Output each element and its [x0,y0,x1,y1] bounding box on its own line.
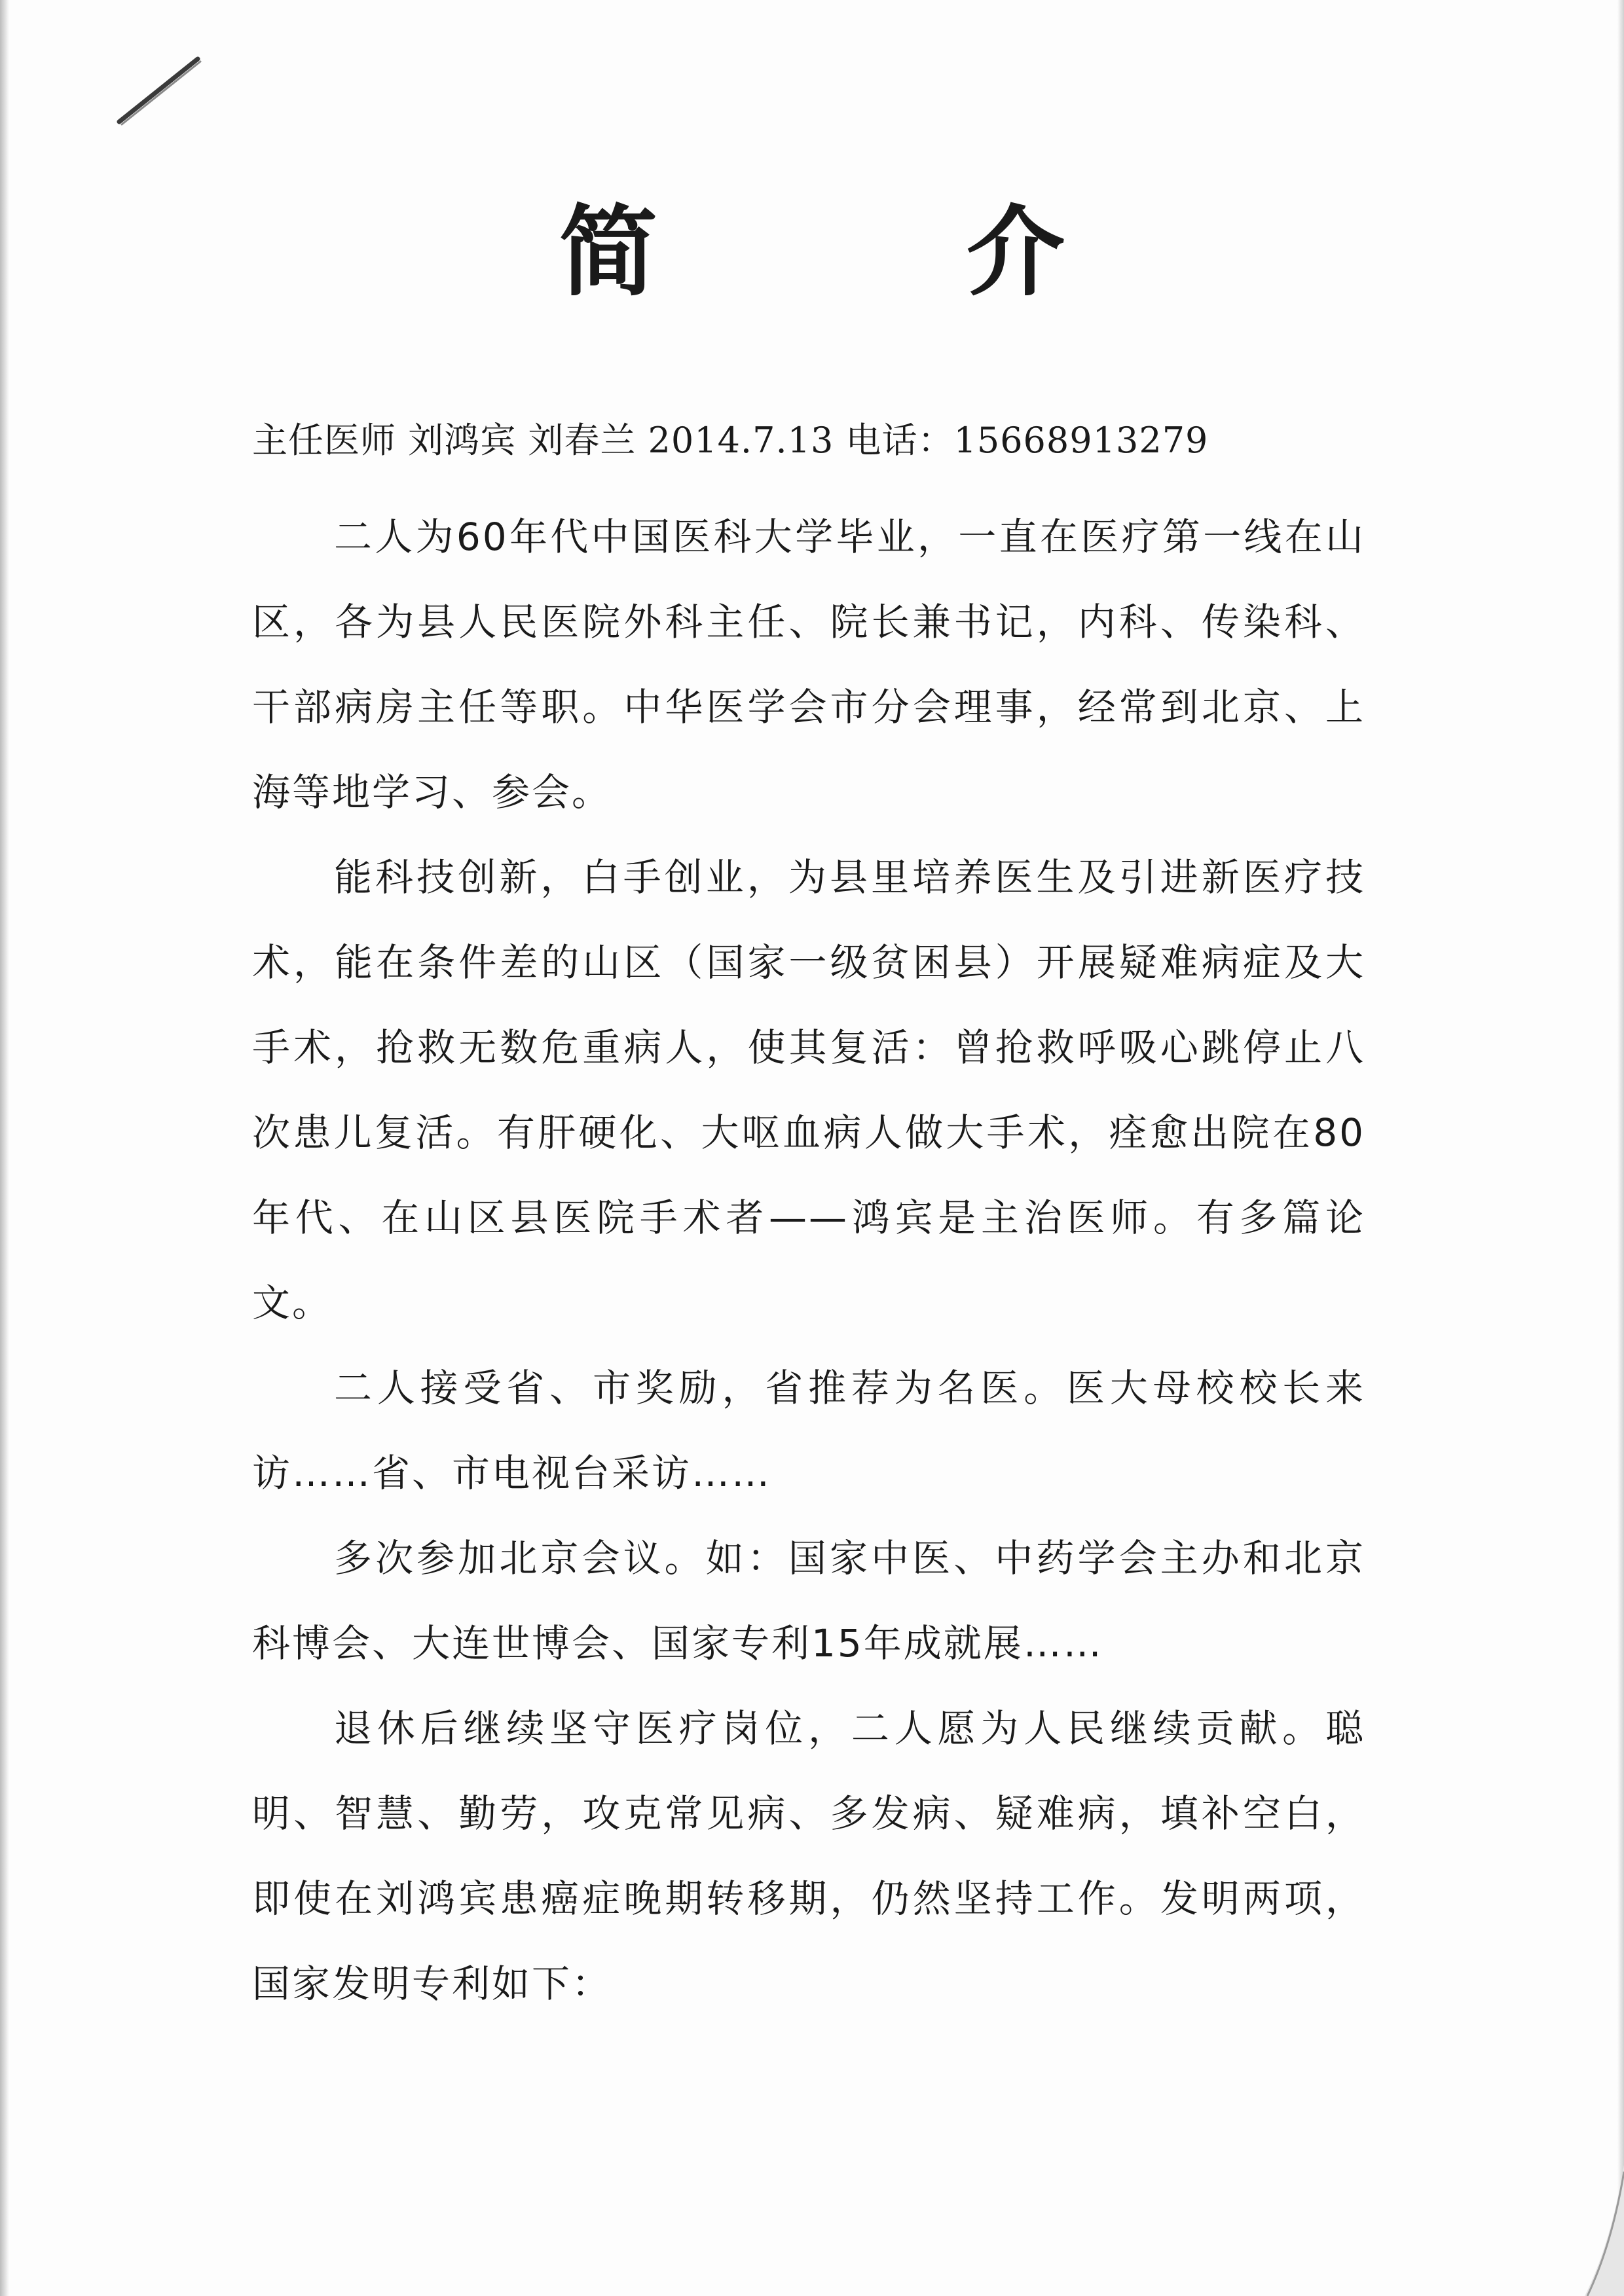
paragraph-conferences: 多次参加北京会议。如：国家中医、中药学会主办和北京科博会、大连世博会、国家专利15年成就展…… [252,1536,1365,1666]
author-byline: 主任医师 刘鸿宾 刘春兰 2014.7.13 电话：15668913279 [252,420,1209,461]
pen-stroke-mark [111,51,210,130]
page-title: 简 介 [559,194,1203,310]
page-corner-curl [1565,2165,1624,2296]
paragraph-awards: 二人接受省、市奖励，省推荐为名医。医大母校校长来访……省、市电视台采访…… [252,1366,1365,1495]
paragraph-background: 二人为60年代中国医科大学毕业，一直在医疗第一线在山区，各为县人民医院外科主任、院长兼书记，内科、传染科、干部病房主任等职。中华医学会市分会理事，经常到北京、上海等地学习、参会。 [252,515,1365,814]
document-body [252,494,1365,2026]
scan-edge-shadow [0,0,9,2296]
paragraph-retirement: 退休后继续坚守医疗岗位，二人愿为人民继续贡献。聪明、智慧、勤劳，攻克常见病、多发病、疑难病，填补空白，即使在刘鸿宾患癌症晚期转移期，仍然坚持工作。发明两项，国家发明专利如下： [252,1706,1365,2006]
paragraph-achievements: 能科技创新，白手创业，为县里培养医生及引进新医疗技术，能在条件差的山区（国家一级贫困县）开展疑难病症及大手术，抢救无数危重病人，使其复活：曾抢救呼吸心跳停止八次患儿复活。有肝硬化、大呕血病人做大手术，痊愈出院在80年代、在山区县医院手术者——鸿宾是主治医师。有多篇论文。 [252,855,1365,1325]
scan-edge-shadow-right [1617,0,1624,2296]
